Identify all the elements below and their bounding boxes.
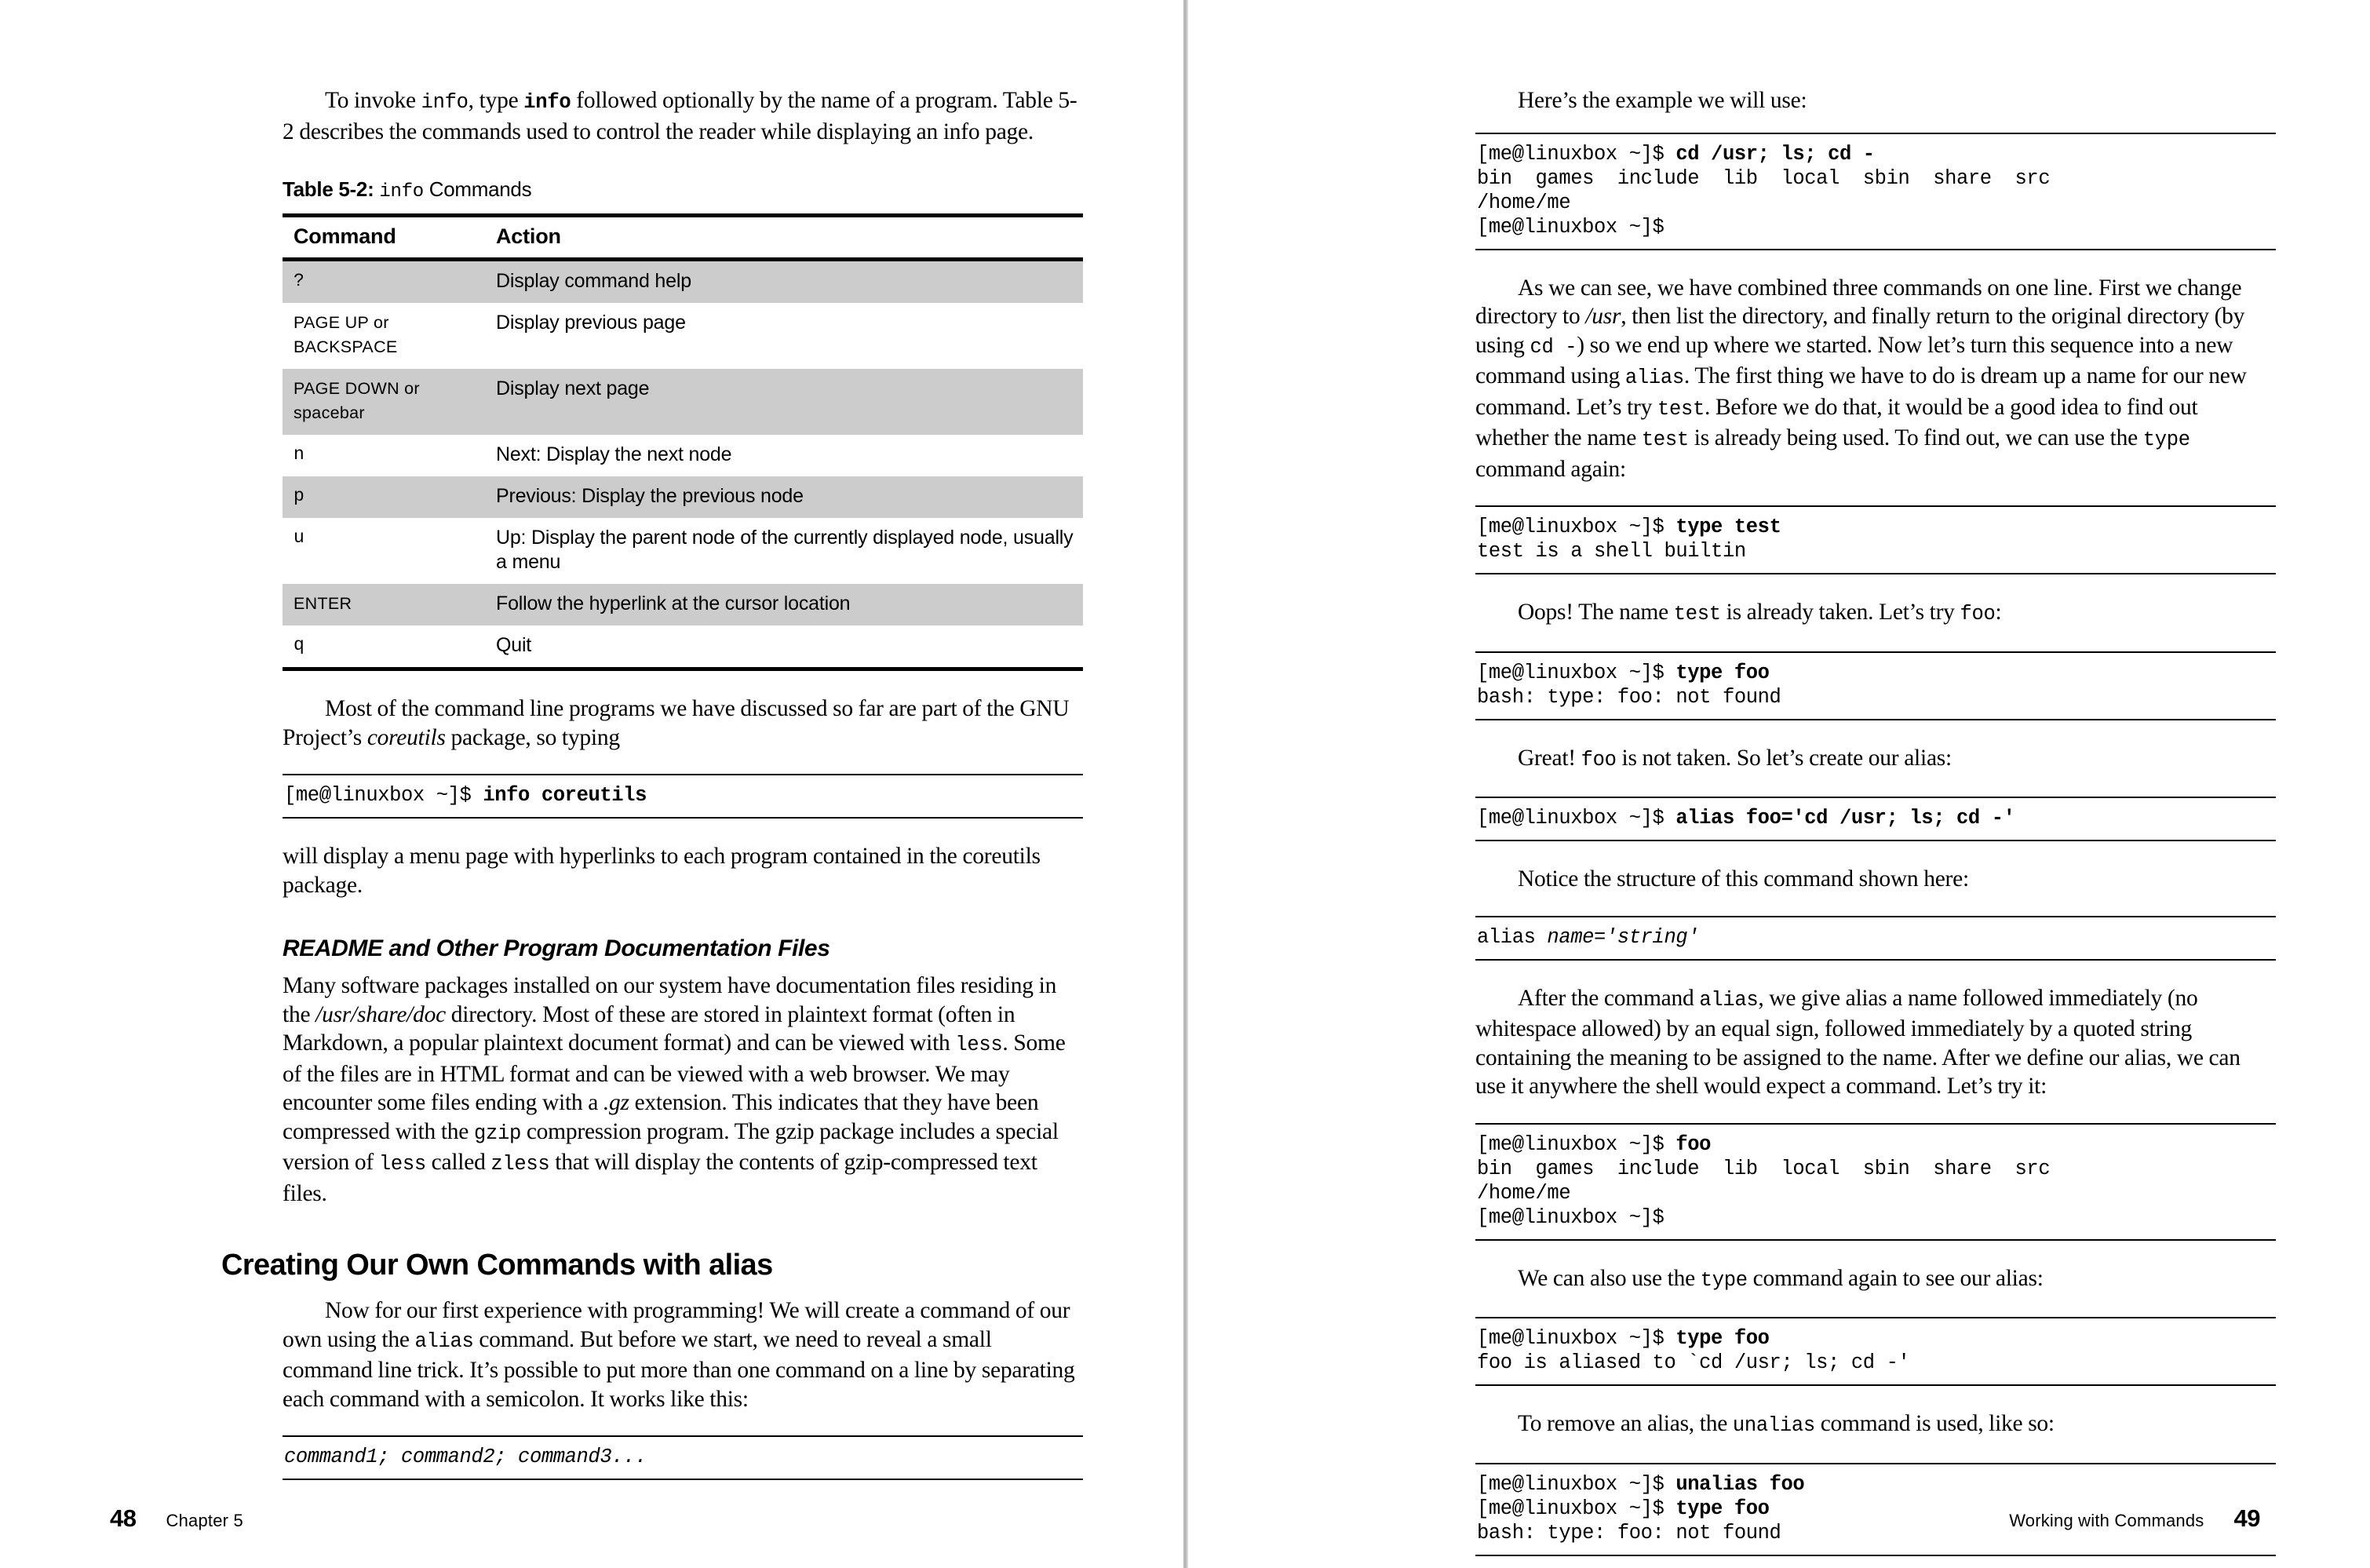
page-number: 48 (110, 1504, 137, 1532)
comb-code-test-1: test (1657, 397, 1705, 421)
info-commands-table (283, 213, 1083, 671)
code-block-info-coreutils (283, 774, 1083, 819)
una-t1: To remove an alias, the (1518, 1411, 1733, 1436)
alias-code-alias: alias (414, 1329, 474, 1353)
shell-command: cd /usr; ls; cd - (1675, 142, 1875, 166)
combined-commands-paragraph (1475, 274, 2276, 484)
typ-t2: command again to see our alias: (1747, 1265, 2044, 1291)
table-row (283, 625, 1083, 669)
shell-output-line: bash: type: foo: not found (1477, 685, 1781, 709)
intro-paragraph (283, 86, 1083, 146)
readme-t2: directory. Most of these are stored in plaintext format (often in Markdown, a popular plaintext document format) and can be viewed with (283, 1001, 1015, 1056)
intro-code-info-1: info (421, 91, 469, 114)
intro-text-b: , type (468, 88, 524, 113)
shell-command: info coreutils (483, 784, 647, 807)
shell-prompt: [me@linuxbox ~]$ (1477, 1497, 1676, 1520)
comb-t3: ) so we end up where we started. Now let’s turn this sequence into a new command using (1475, 332, 2233, 388)
page-spine-line-inner (1187, 0, 1188, 1568)
right-page-footer (2009, 1504, 2260, 1533)
shell-prompt: [me@linuxbox ~]$ (1477, 1132, 1676, 1156)
readme-t7: that will display the contents of gzip-compressed text files. (283, 1150, 1037, 1206)
shell-output-line: /home/me (1477, 1181, 1571, 1205)
shell-prompt: [me@linuxbox ~]$ (1477, 142, 1676, 166)
readme-ext-gz: .gz (603, 1090, 629, 1115)
shell-output-line: bash: type: foo: not found (1477, 1521, 1781, 1544)
aft-t1: After the command (1518, 985, 1700, 1011)
table-header-action: Action (485, 216, 1083, 260)
shell-command: type foo (1675, 661, 1770, 684)
shell-output-line: /home/me (1477, 191, 1571, 214)
table-cell-command: ? (283, 260, 485, 304)
code-block-cd-usr (1475, 133, 2276, 250)
code-block-command-syntax (283, 1435, 1083, 1480)
oops-code-foo: foo (1960, 603, 1996, 625)
shell-command: alias foo='cd /usr; ls; cd -' (1675, 807, 2015, 830)
oops-code-test: test (1673, 603, 1721, 625)
comb-t4: . The first thing we have to do is dream up a name for our new command. Let’s try (1475, 363, 2247, 420)
readme-t6: called (425, 1150, 491, 1175)
page-number: 49 (2233, 1504, 2260, 1532)
example-intro-paragraph: Here’s the example we will use: (1518, 88, 1807, 113)
left-page-footer (110, 1504, 243, 1533)
code-block-foo-run (1475, 1123, 2276, 1241)
table-cell-action: Previous: Display the previous node (485, 476, 1083, 518)
code-block-type-foo (1475, 651, 2276, 720)
code-block-alias-foo (1475, 797, 2276, 841)
table-row (283, 584, 1083, 625)
comb-code-type: type (2142, 428, 2190, 451)
table-cell-action: Follow the hyperlink at the cursor location (485, 584, 1083, 625)
alias-intro-paragraph (283, 1296, 1083, 1413)
readme-paragraph (283, 972, 1083, 1208)
table-row (283, 260, 1083, 304)
comb-t2: , then list the directory, and finally return to the original directory (by using (1475, 304, 2245, 358)
oops-t3: : (1995, 600, 2002, 625)
una-t2: command is used, like so: (1814, 1411, 2055, 1436)
alias-t2: command. But before we start, we need to reveal a small command line trick. It’s possible to put more than one command on a line by separating each command with a semicolon. It works like this: (283, 1326, 1075, 1412)
readme-code-gzip: gzip (473, 1121, 521, 1145)
comb-t6: is already being used. To find out, we can use the (1688, 425, 2143, 450)
table-cell-command: p (283, 476, 485, 518)
readme-t5: compression program. The gzip package includes a special version of (283, 1118, 1059, 1175)
table-row (283, 303, 1083, 369)
shell-output-line: bin games include lib local sbin share src (1477, 166, 2051, 190)
great-t2: is not taken. So let’s create our alias: (1616, 745, 1952, 771)
shell-output-line: [me@linuxbox ~]$ (1477, 215, 1664, 239)
table-cell-action: Up: Display the parent node of the currently displayed node, usually a menu (496, 527, 1074, 573)
typ-t1: We can also use the (1518, 1265, 1701, 1291)
table-cell-command: u (294, 527, 304, 548)
shell-command: foo (1675, 1132, 1712, 1156)
shell-prompt: [me@linuxbox ~]$ (1477, 1327, 1676, 1350)
comb-code-cd-dash: cd - (1530, 335, 1577, 359)
coreutils-text-b: package, so typing (445, 724, 620, 750)
notice-paragraph: Notice the structure of this command shown here: (1518, 866, 1969, 892)
table-row (283, 369, 1083, 435)
great-paragraph (1475, 744, 2276, 775)
comb-code-test-2: test (1641, 428, 1689, 451)
running-head: Chapter 5 (166, 1511, 243, 1530)
running-head: Working with Commands (2009, 1511, 2204, 1530)
shell-prompt: [me@linuxbox ~]$ (1477, 661, 1676, 684)
readme-code-zless: zless (490, 1153, 550, 1176)
right-page (1185, 0, 2370, 1568)
aft-code-alias: alias (1699, 988, 1759, 1012)
table-header-command: Command (283, 216, 485, 260)
alias-t1: Now for our first experience with programming! We will create a command of our own using the (283, 1298, 1070, 1352)
great-t1: Great! (1518, 745, 1581, 771)
table-cell-command: PAGE DOWN or spacebar (283, 369, 485, 435)
readme-t3: . Some of the files are in HTML format and can be viewed with a web browser. We may encounter some files ending with a (283, 1030, 1066, 1115)
table-cell-action: Next: Display the next node (496, 443, 732, 465)
coreutils-text-a: Most of the command line programs we have discussed so far are part of the GNU Project’s (283, 696, 1070, 750)
readme-t4: extension. This indicates that they have been compressed with the (283, 1090, 1039, 1144)
comb-t5: . Before we do that, it would be a good idea to find out whether the name (1475, 394, 2198, 450)
table-cell-command: PAGE UP or BACKSPACE (294, 313, 398, 356)
table-header-row (283, 216, 1083, 260)
comb-t7: command again: (1475, 456, 1626, 482)
comb-code-alias: alias (1624, 366, 1684, 389)
shell-command: type foo (1675, 1497, 1770, 1520)
shell-prompt: [me@linuxbox ~]$ (284, 784, 483, 807)
table-cell-command: q (283, 625, 485, 669)
unalias-paragraph (1475, 1409, 2276, 1441)
intro-text-c: followed optionally by the name of a program. Table 5-2 describes the commands used to control the reader while displaying an info page. (283, 88, 1077, 144)
shell-output-line: bin games include lib local sbin share src (1477, 1157, 2051, 1180)
intro-code-info-2: info (523, 91, 571, 114)
table-row (283, 435, 1083, 476)
readme-heading: README and Other Program Documentation Files (283, 935, 830, 961)
alias-syntax-placeholder: name='string' (1547, 925, 1700, 949)
typ-code-type: type (1700, 1268, 1748, 1292)
table-row (283, 476, 1083, 518)
shell-command: unalias foo (1675, 1472, 1805, 1496)
comb-t1: As we can see, we have combined three commands on one line. First we change directory to (1475, 275, 2242, 329)
readme-code-less-2: less (378, 1153, 426, 1176)
table-cell-action: Quit (485, 625, 1083, 669)
table-caption-rest: Commands (423, 177, 532, 201)
alias-section-heading: Creating Our Own Commands with alias (221, 1249, 773, 1282)
table-cell-command: n (294, 444, 304, 465)
shell-output-line: foo is aliased to `cd /usr; ls; cd -' (1477, 1351, 1910, 1374)
comb-path-usr: /usr (1585, 304, 1621, 329)
right-page-column (1475, 86, 2276, 1556)
code-block-alias-syntax (1475, 916, 2276, 961)
table-cell-action: Display command help (485, 260, 1083, 304)
shell-prompt: [me@linuxbox ~]$ (1477, 807, 1676, 830)
oops-t2: is already taken. Let’s try (1720, 600, 1960, 625)
shell-command: type foo (1675, 1327, 1770, 1350)
readme-t1: Many software packages installed on our system have documentation files residing in the (283, 973, 1057, 1027)
table-caption (283, 177, 1083, 202)
shell-output-line: [me@linuxbox ~]$ (1477, 1205, 1664, 1229)
code-block-type-foo-alias (1475, 1317, 2276, 1386)
table-cell-action: Display previous page (496, 312, 686, 334)
table-cell-action: Display next page (485, 369, 1083, 435)
table-caption-mono: info (379, 181, 424, 202)
table-caption-label: Table 5-2: (283, 177, 374, 201)
readme-code-less-1: less (955, 1034, 1003, 1056)
after-command-paragraph (1475, 984, 2276, 1101)
shell-prompt: [me@linuxbox ~]$ (1477, 1472, 1676, 1496)
great-code-foo: foo (1581, 748, 1617, 771)
table-cell-command: ENTER (283, 584, 485, 625)
code-block-type-test (1475, 505, 2276, 574)
shell-command: type test (1675, 516, 1781, 538)
shell-output-line: test is a shell builtin (1477, 540, 1746, 563)
oops-paragraph (1475, 598, 2276, 629)
alias-keyword: alias (1477, 925, 1548, 949)
command-syntax-text: command1; command2; command3... (284, 1446, 647, 1468)
type-again-paragraph (1475, 1264, 2276, 1296)
intro-text-a: To invoke (325, 88, 421, 113)
readme-path: /usr/share/doc (315, 1001, 446, 1027)
shell-prompt: [me@linuxbox ~]$ (1477, 516, 1676, 538)
after-code-paragraph: will display a menu page with hyperlinks to each program contained in the coreutils package. (283, 844, 1041, 898)
aft-t2: , we give alias a name followed immediately (no whitespace allowed) by an equal sign, followed immediately by a quoted string containing the meaning to be assigned to the name. After we define our alias, we can use it anywhere the shell would expect a command. Let’s try it: (1475, 985, 2241, 1099)
coreutils-paragraph (283, 695, 1083, 752)
coreutils-italic: coreutils (366, 724, 446, 750)
left-page-column (221, 86, 1083, 1480)
una-code-unalias: unalias (1732, 1414, 1815, 1437)
oops-t1: Oops! The name (1518, 600, 1674, 625)
table-row (283, 518, 1083, 584)
